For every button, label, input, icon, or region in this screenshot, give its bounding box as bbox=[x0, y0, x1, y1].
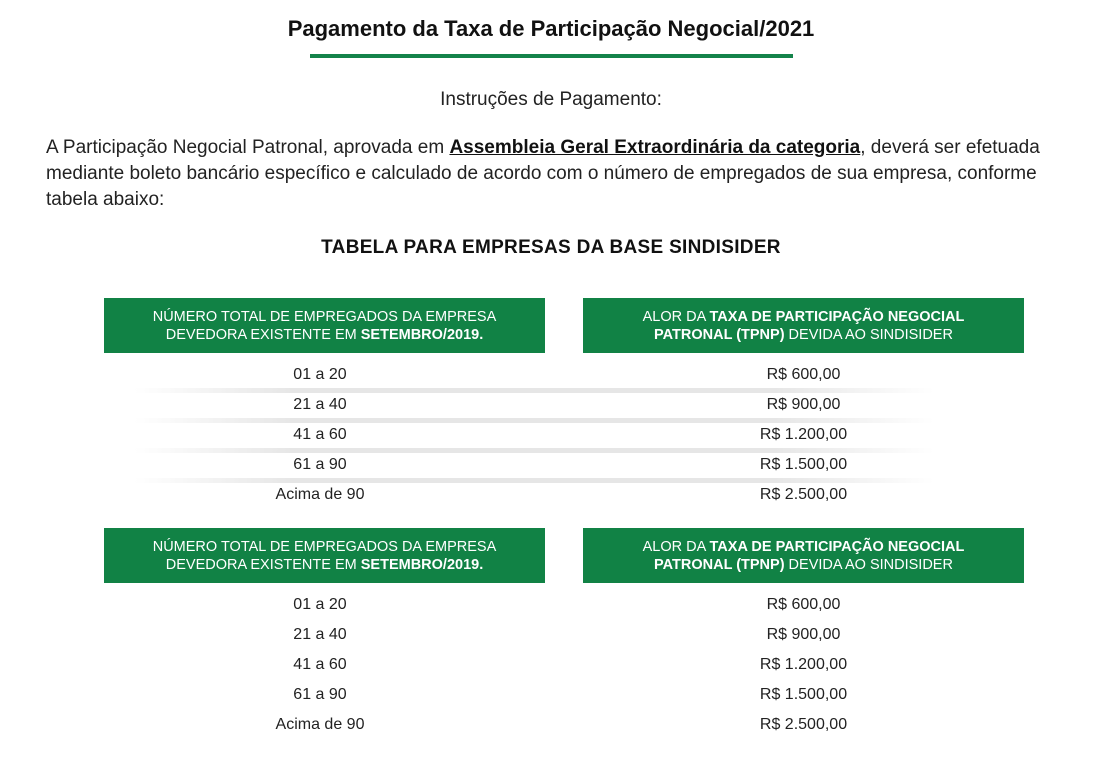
header-fee-line1-plain: ALOR DA bbox=[642, 308, 710, 325]
header-employees-date: SETEMBRO/2019. bbox=[360, 556, 484, 573]
header-fee-line2-bold: PATRONAL (TPNP) bbox=[654, 556, 785, 573]
table-header bbox=[104, 298, 1024, 353]
table-row bbox=[104, 483, 1024, 513]
header-employees-line1: NÚMERO TOTAL DE EMPREGADOS DA EMPRESA bbox=[152, 538, 497, 555]
header-employees bbox=[104, 298, 545, 353]
paragraph-text-before: A Participação Negocial Patronal, aprovada em bbox=[46, 137, 450, 158]
header-fee bbox=[583, 528, 1024, 583]
page-title: Pagamento da Taxa de Participação Negocial/2021 bbox=[287, 16, 815, 41]
table-row bbox=[104, 683, 1024, 713]
fee-value-cell: R$ 600,00 bbox=[766, 366, 841, 383]
header-fee-line2-bold: PATRONAL (TPNP) bbox=[654, 326, 785, 343]
employee-range-cell: 01 a 20 bbox=[293, 596, 347, 613]
table-heading: TABELA PARA EMPRESAS DA BASE SINDISIDER bbox=[321, 237, 781, 258]
employee-range-cell: 61 a 90 bbox=[293, 456, 347, 473]
fee-value-cell: R$ 1.500,00 bbox=[759, 686, 848, 703]
table-body bbox=[104, 363, 1024, 513]
employee-range-cell: 41 a 60 bbox=[293, 426, 347, 443]
employee-range-cell: Acima de 90 bbox=[275, 486, 365, 503]
table-row bbox=[104, 653, 1024, 683]
table-row bbox=[104, 453, 1024, 483]
table-row bbox=[104, 623, 1024, 653]
table-body bbox=[104, 593, 1024, 743]
fee-table-1 bbox=[104, 298, 1024, 513]
employee-range-cell: 61 a 90 bbox=[293, 686, 347, 703]
paragraph-text-after: , deverá ser efetuada mediante boleto bancário específico e calculado de acordo com o número de empregados de sua empresa, conforme tabela abaixo: bbox=[46, 137, 1040, 210]
table-header bbox=[104, 528, 1024, 583]
header-fee-line2-plain: DEVIDA AO SINDISIDER bbox=[784, 556, 953, 573]
header-employees-line1: NÚMERO TOTAL DE EMPREGADOS DA EMPRESA bbox=[152, 308, 497, 325]
fee-value-cell: R$ 2.500,00 bbox=[759, 716, 848, 733]
fee-value-cell: R$ 1.500,00 bbox=[759, 456, 848, 473]
employee-range-cell: 21 a 40 bbox=[293, 396, 347, 413]
header-fee-line1-plain: ALOR DA bbox=[642, 538, 710, 555]
header-fee bbox=[583, 298, 1024, 353]
table-row bbox=[104, 713, 1024, 743]
employee-range-cell: 01 a 20 bbox=[293, 366, 347, 383]
title-underline bbox=[310, 54, 793, 58]
employee-range-cell: 21 a 40 bbox=[293, 626, 347, 643]
table-row bbox=[104, 363, 1024, 393]
fee-value-cell: R$ 1.200,00 bbox=[759, 656, 848, 673]
fee-value-cell: R$ 900,00 bbox=[766, 396, 841, 413]
fee-table-2 bbox=[104, 528, 1024, 743]
header-employees-date: SETEMBRO/2019. bbox=[360, 326, 484, 343]
header-employees bbox=[104, 528, 545, 583]
fee-value-cell: R$ 1.200,00 bbox=[759, 426, 848, 443]
employee-range-cell: Acima de 90 bbox=[275, 716, 365, 733]
header-fee-line1-bold: TAXA DE PARTICIPAÇÃO NEGOCIAL bbox=[709, 308, 965, 325]
fee-value-cell: R$ 900,00 bbox=[766, 626, 841, 643]
fee-value-cell: R$ 600,00 bbox=[766, 596, 841, 613]
header-fee-line2-plain: DEVIDA AO SINDISIDER bbox=[784, 326, 953, 343]
instructions-subtitle: Instruções de Pagamento: bbox=[440, 89, 662, 110]
fee-value-cell: R$ 2.500,00 bbox=[759, 486, 848, 503]
header-employees-line2: DEVEDORA EXISTENTE EM bbox=[165, 556, 361, 573]
header-employees-line2: DEVEDORA EXISTENTE EM bbox=[165, 326, 361, 343]
employee-range-cell: 41 a 60 bbox=[293, 656, 347, 673]
assembly-link[interactable]: Assembleia Geral Extraordinária da categoria bbox=[449, 137, 861, 158]
table-row bbox=[104, 393, 1024, 423]
table-row bbox=[104, 593, 1024, 623]
instructions-paragraph bbox=[46, 135, 1066, 213]
header-fee-line1-bold: TAXA DE PARTICIPAÇÃO NEGOCIAL bbox=[709, 538, 965, 555]
table-row bbox=[104, 423, 1024, 453]
